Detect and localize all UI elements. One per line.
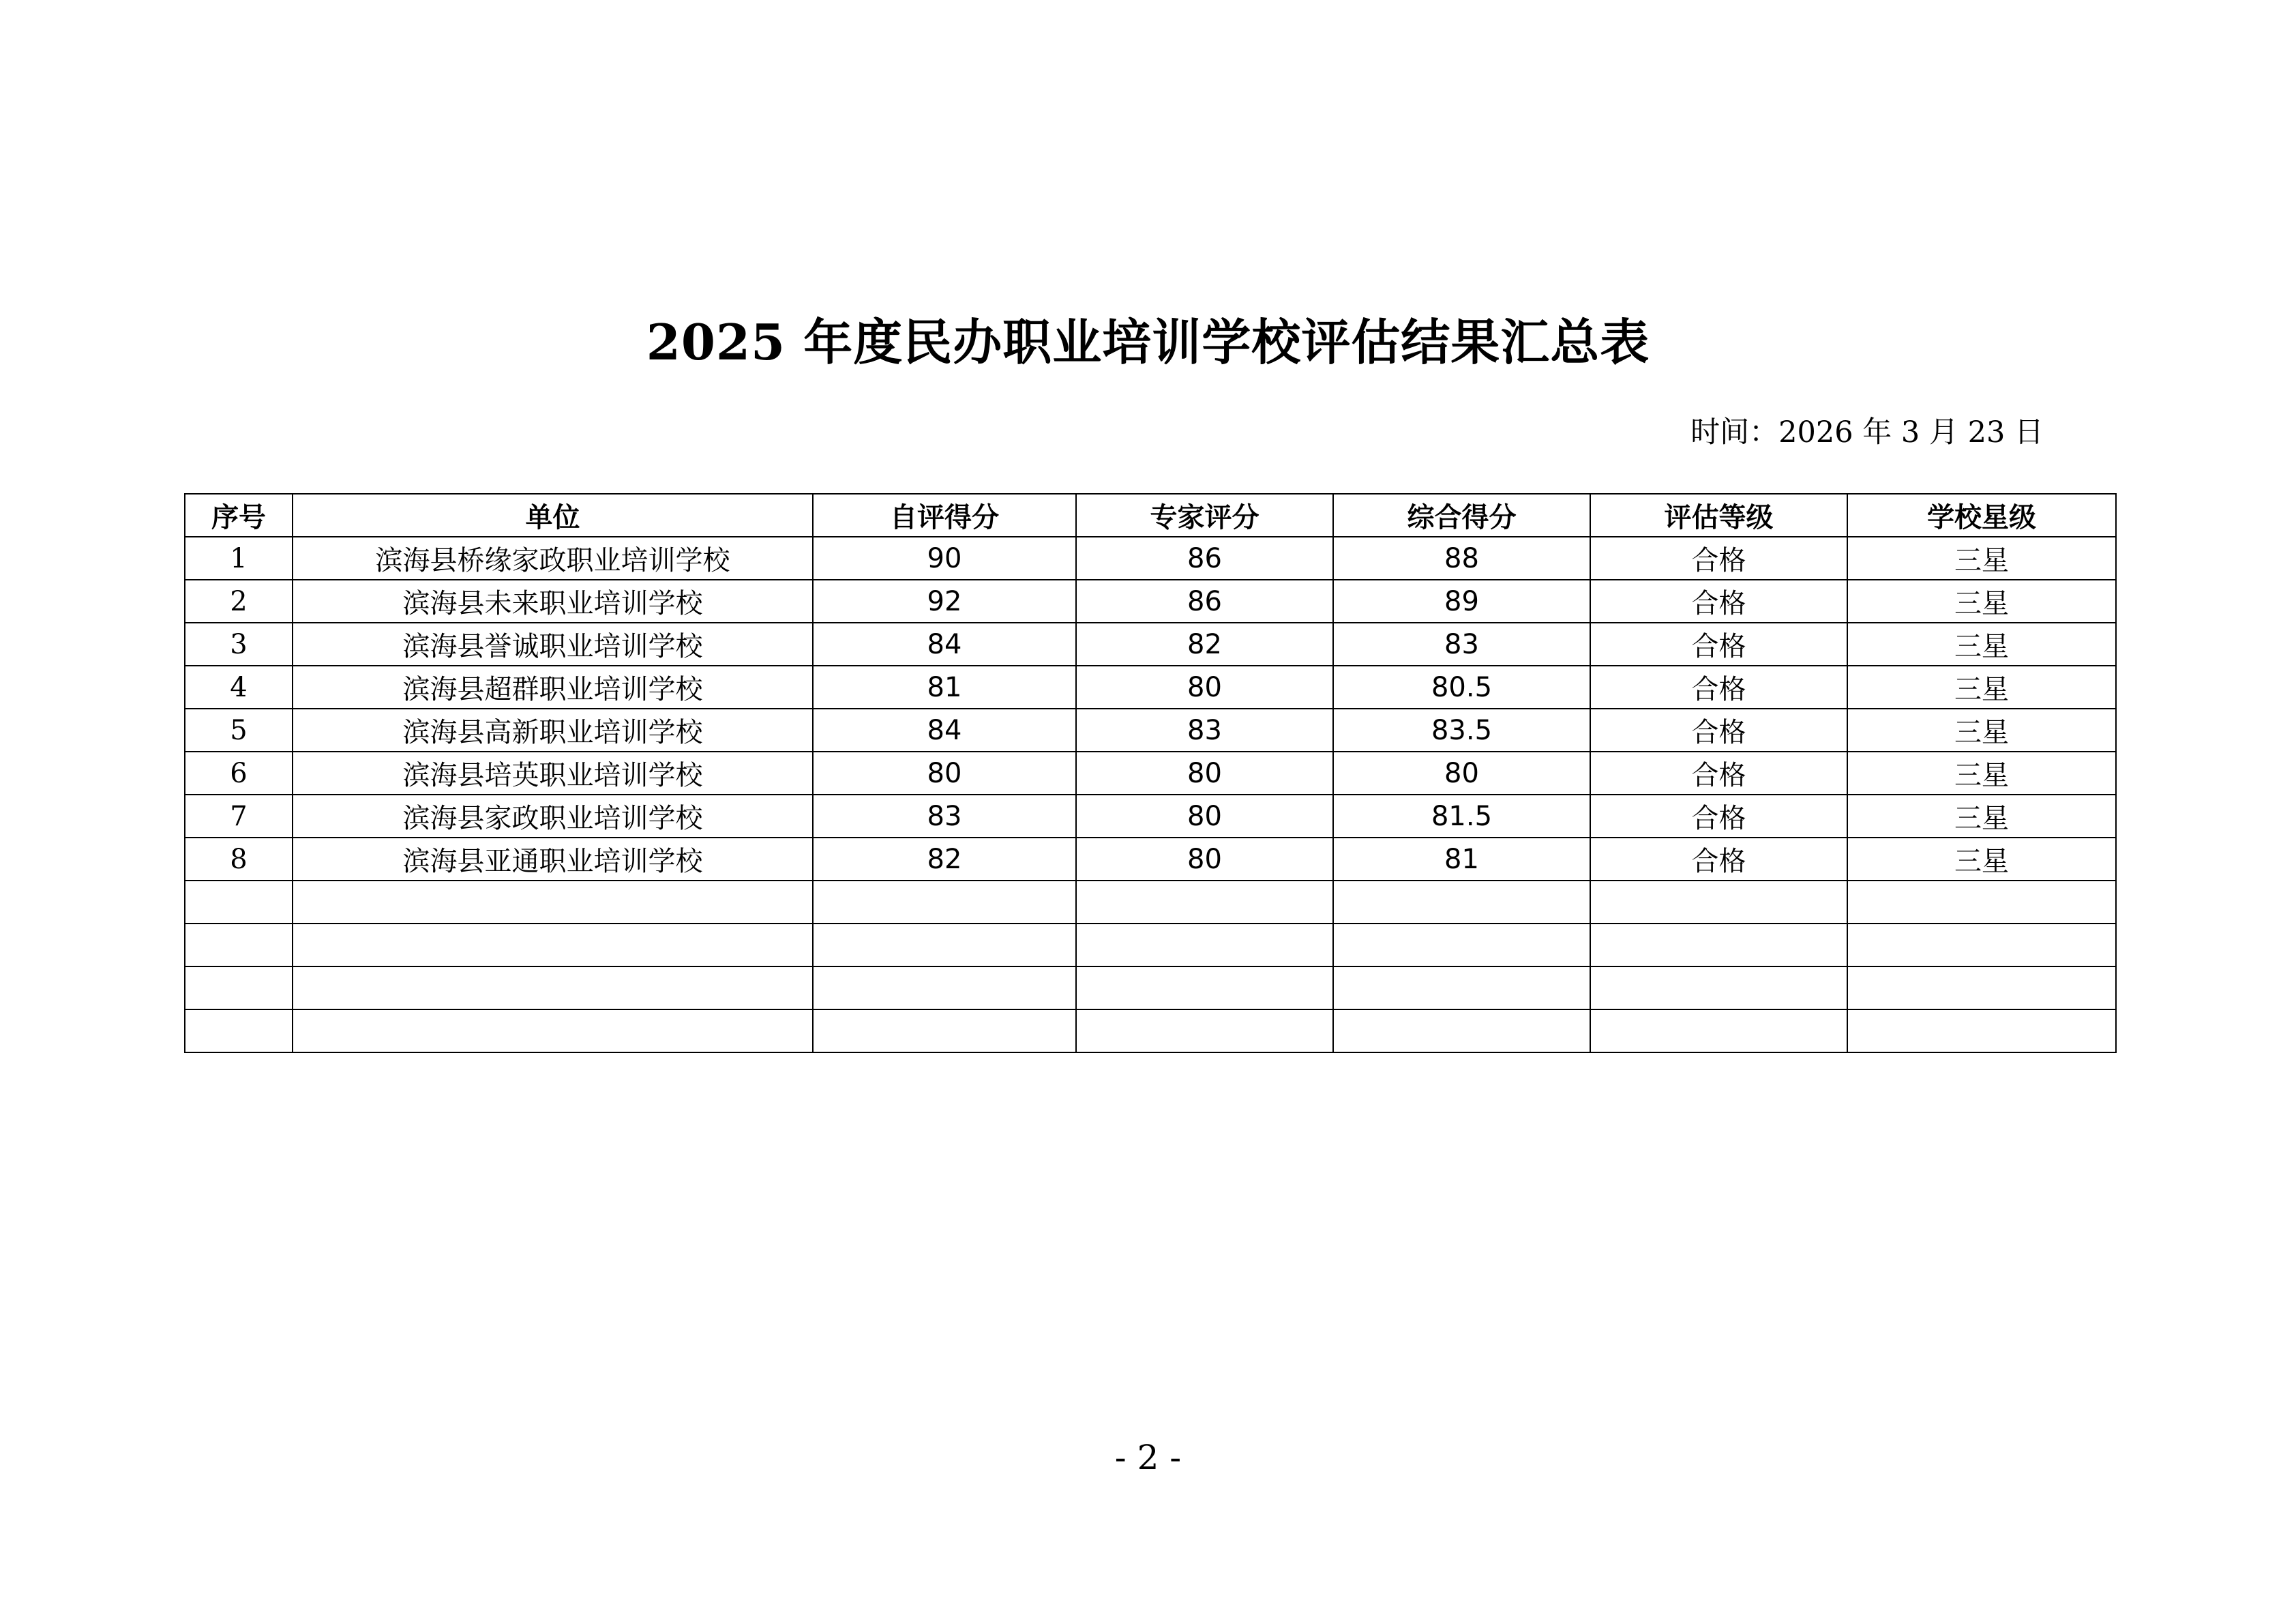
page-title: 2025 年度民办职业培训学校评估结果汇总表 <box>646 313 1650 371</box>
empty-cell <box>813 881 1076 924</box>
cell-overall-score: 88 <box>1333 537 1590 580</box>
empty-cell <box>185 966 293 1009</box>
empty-cell <box>1333 966 1590 1009</box>
cell-self-score: 81 <box>813 666 1076 709</box>
header-index: 序号 <box>185 494 293 537</box>
empty-cell <box>813 1009 1076 1052</box>
cell-expert-score: 80 <box>1076 795 1333 838</box>
results-table <box>184 493 2117 1053</box>
table-header-row <box>185 494 2116 537</box>
header-star-level: 学校星级 <box>1847 494 2116 537</box>
cell-expert-score: 80 <box>1076 666 1333 709</box>
cell-self-score: 82 <box>813 838 1076 881</box>
cell-self-score: 83 <box>813 795 1076 838</box>
empty-cell <box>1847 1009 2116 1052</box>
empty-table-row <box>185 1009 2116 1052</box>
header-expert-score: 专家评分 <box>1076 494 1333 537</box>
header-self-score: 自评得分 <box>813 494 1076 537</box>
cell-star-level: 三星 <box>1847 709 2116 752</box>
cell-unit: 滨海县超群职业培训学校 <box>293 666 813 709</box>
cell-expert-score: 82 <box>1076 623 1333 666</box>
cell-star-level: 三星 <box>1847 623 2116 666</box>
empty-table-row <box>185 966 2116 1009</box>
header-grade: 评估等级 <box>1590 494 1847 537</box>
cell-unit: 滨海县高新职业培训学校 <box>293 709 813 752</box>
cell-index: 8 <box>185 838 293 881</box>
cell-expert-score: 86 <box>1076 537 1333 580</box>
table-row <box>185 838 2116 881</box>
empty-cell <box>185 924 293 966</box>
cell-self-score: 90 <box>813 537 1076 580</box>
cell-overall-score: 89 <box>1333 580 1590 623</box>
cell-grade: 合格 <box>1590 666 1847 709</box>
empty-cell <box>1333 881 1590 924</box>
cell-unit: 滨海县培英职业培训学校 <box>293 752 813 795</box>
cell-star-level: 三星 <box>1847 838 2116 881</box>
table-row <box>185 709 2116 752</box>
cell-expert-score: 80 <box>1076 838 1333 881</box>
empty-cell <box>813 924 1076 966</box>
empty-cell <box>1333 1009 1590 1052</box>
empty-cell <box>1076 881 1333 924</box>
table-row <box>185 623 2116 666</box>
cell-star-level: 三星 <box>1847 752 2116 795</box>
cell-grade: 合格 <box>1590 838 1847 881</box>
cell-index: 7 <box>185 795 293 838</box>
table-row <box>185 580 2116 623</box>
cell-self-score: 92 <box>813 580 1076 623</box>
cell-star-level: 三星 <box>1847 537 2116 580</box>
cell-star-level: 三星 <box>1847 666 2116 709</box>
empty-cell <box>1076 966 1333 1009</box>
empty-cell <box>293 924 813 966</box>
empty-cell <box>1590 881 1847 924</box>
cell-overall-score: 80.5 <box>1333 666 1590 709</box>
empty-cell <box>813 966 1076 1009</box>
table-body <box>185 537 2116 1052</box>
empty-table-row <box>185 924 2116 966</box>
cell-unit: 滨海县未来职业培训学校 <box>293 580 813 623</box>
header-overall-score: 综合得分 <box>1333 494 1590 537</box>
cell-index: 5 <box>185 709 293 752</box>
empty-cell <box>185 881 293 924</box>
empty-cell <box>293 966 813 1009</box>
cell-overall-score: 83.5 <box>1333 709 1590 752</box>
page-number: - 2 - <box>1114 1438 1182 1477</box>
cell-grade: 合格 <box>1590 709 1847 752</box>
cell-grade: 合格 <box>1590 623 1847 666</box>
table-row <box>185 795 2116 838</box>
empty-cell <box>293 1009 813 1052</box>
cell-unit: 滨海县亚通职业培训学校 <box>293 838 813 881</box>
cell-self-score: 84 <box>813 709 1076 752</box>
empty-cell <box>1847 881 2116 924</box>
cell-grade: 合格 <box>1590 580 1847 623</box>
cell-index: 6 <box>185 752 293 795</box>
cell-grade: 合格 <box>1590 537 1847 580</box>
cell-self-score: 80 <box>813 752 1076 795</box>
cell-index: 2 <box>185 580 293 623</box>
cell-overall-score: 80 <box>1333 752 1590 795</box>
cell-star-level: 三星 <box>1847 580 2116 623</box>
empty-cell <box>1076 924 1333 966</box>
header-unit: 单位 <box>293 494 813 537</box>
cell-grade: 合格 <box>1590 795 1847 838</box>
cell-index: 3 <box>185 623 293 666</box>
empty-cell <box>1590 924 1847 966</box>
cell-index: 4 <box>185 666 293 709</box>
empty-cell <box>1847 966 2116 1009</box>
cell-overall-score: 81.5 <box>1333 795 1590 838</box>
table-row <box>185 666 2116 709</box>
empty-cell <box>1847 924 2116 966</box>
cell-index: 1 <box>185 537 293 580</box>
cell-expert-score: 80 <box>1076 752 1333 795</box>
cell-overall-score: 83 <box>1333 623 1590 666</box>
cell-unit: 滨海县家政职业培训学校 <box>293 795 813 838</box>
cell-expert-score: 83 <box>1076 709 1333 752</box>
empty-cell <box>1076 1009 1333 1052</box>
table-row <box>185 752 2116 795</box>
table-row <box>185 537 2116 580</box>
empty-cell <box>1590 1009 1847 1052</box>
report-date: 时间：2026 年 3 月 23 日 <box>1690 415 2044 449</box>
empty-table-row <box>185 881 2116 924</box>
empty-cell <box>1333 924 1590 966</box>
cell-unit: 滨海县誉诚职业培训学校 <box>293 623 813 666</box>
cell-overall-score: 81 <box>1333 838 1590 881</box>
empty-cell <box>293 881 813 924</box>
cell-expert-score: 86 <box>1076 580 1333 623</box>
empty-cell <box>1590 966 1847 1009</box>
cell-unit: 滨海县桥缘家政职业培训学校 <box>293 537 813 580</box>
empty-cell <box>185 1009 293 1052</box>
cell-star-level: 三星 <box>1847 795 2116 838</box>
cell-self-score: 84 <box>813 623 1076 666</box>
cell-grade: 合格 <box>1590 752 1847 795</box>
